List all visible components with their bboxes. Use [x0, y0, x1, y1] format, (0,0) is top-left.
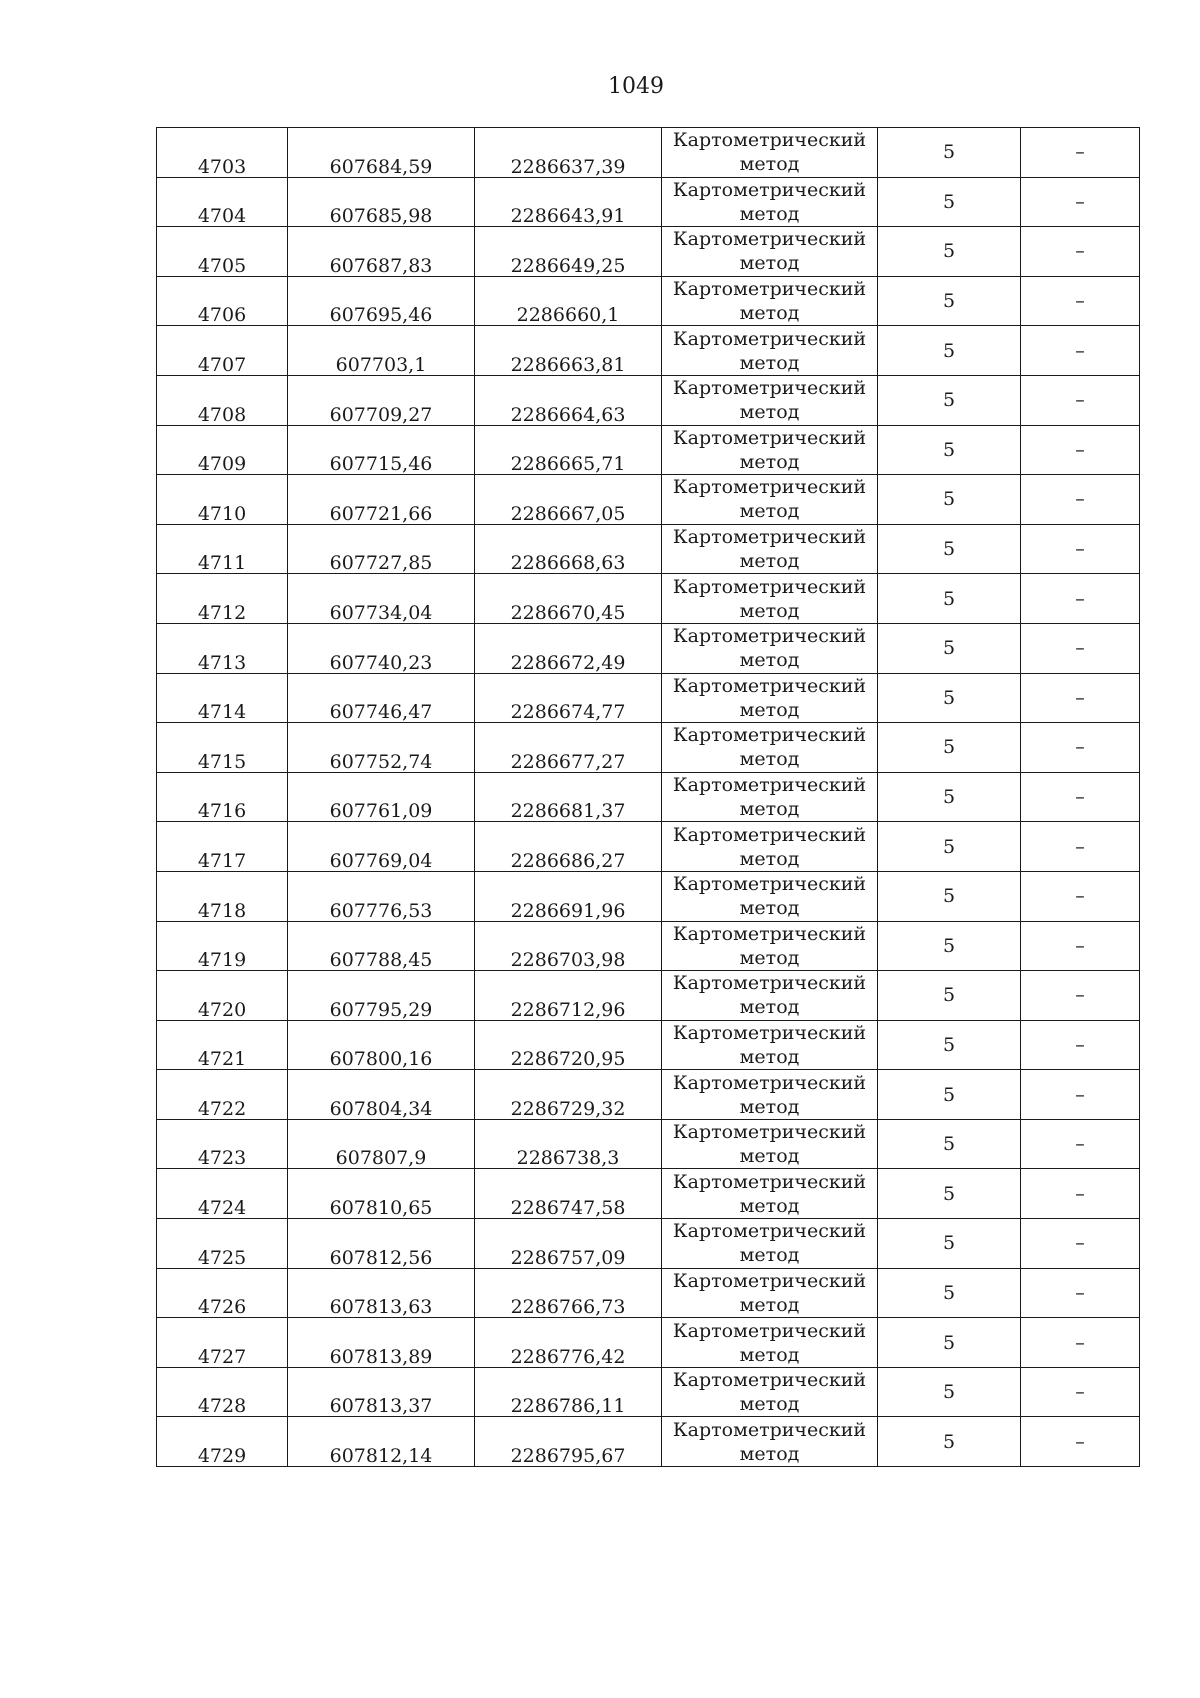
method-cell — [662, 1020, 878, 1070]
method-cell — [662, 971, 878, 1021]
table-row — [157, 921, 1140, 971]
table-row — [157, 177, 1140, 227]
x-coordinate-cell: 607795,29 — [288, 971, 475, 1021]
method-line-2: метод — [739, 946, 800, 969]
page-number: 1049 — [608, 74, 664, 99]
y-coordinate-cell: 2286766,73 — [475, 1268, 662, 1318]
method-cell — [662, 326, 878, 376]
accuracy-cell: 5 — [878, 921, 1021, 971]
table-row — [157, 475, 1140, 525]
x-coordinate-cell: 607812,56 — [288, 1219, 475, 1269]
method-line-1: Картометрический — [672, 823, 867, 846]
method-line-1: Картометрический — [672, 1220, 867, 1243]
note-cell: – — [1021, 425, 1140, 475]
method-line-2: метод — [739, 1145, 800, 1168]
accuracy-cell: 5 — [878, 425, 1021, 475]
method-line-1: Картометрический — [672, 873, 867, 896]
note-cell: – — [1021, 971, 1140, 1021]
x-coordinate-cell: 607752,74 — [288, 723, 475, 773]
method-cell — [662, 375, 878, 425]
method-cell — [662, 921, 878, 971]
accuracy-cell: 5 — [878, 227, 1021, 277]
method-line-1: Картометрический — [672, 228, 867, 251]
method-line-2: метод — [739, 500, 800, 523]
point-number-cell: 4704 — [157, 177, 288, 227]
table-row — [157, 1020, 1140, 1070]
method-line-1: Картометрический — [672, 625, 867, 648]
accuracy-cell: 5 — [878, 1020, 1021, 1070]
x-coordinate-cell: 607740,23 — [288, 623, 475, 673]
x-coordinate-cell: 607813,89 — [288, 1318, 475, 1368]
table-row — [157, 1070, 1140, 1120]
method-line-1: Картометрический — [672, 476, 867, 499]
accuracy-cell: 5 — [878, 1070, 1021, 1120]
accuracy-cell: 5 — [878, 375, 1021, 425]
method-line-2: метод — [739, 996, 800, 1019]
point-number-cell: 4713 — [157, 623, 288, 673]
y-coordinate-cell: 2286674,77 — [475, 673, 662, 723]
point-number-cell: 4710 — [157, 475, 288, 525]
table-row — [157, 375, 1140, 425]
note-cell: – — [1021, 574, 1140, 624]
accuracy-cell: 5 — [878, 574, 1021, 624]
table-row — [157, 128, 1140, 178]
note-cell: – — [1021, 128, 1140, 178]
accuracy-cell: 5 — [878, 623, 1021, 673]
table-row — [157, 673, 1140, 723]
x-coordinate-cell: 607685,98 — [288, 177, 475, 227]
method-line-1: Картометрический — [672, 674, 867, 697]
method-line-2: метод — [739, 599, 800, 622]
method-line-1: Картометрический — [672, 1121, 867, 1144]
accuracy-cell: 5 — [878, 673, 1021, 723]
table-row — [157, 871, 1140, 921]
y-coordinate-cell: 2286643,91 — [475, 177, 662, 227]
method-cell — [662, 276, 878, 326]
method-cell — [662, 177, 878, 227]
method-line-1: Картометрический — [672, 972, 867, 995]
table-row — [157, 1417, 1140, 1467]
method-line-1: Картометрический — [672, 1269, 867, 1292]
table-row — [157, 425, 1140, 475]
method-line-2: метод — [739, 1442, 800, 1465]
point-number-cell: 4723 — [157, 1119, 288, 1169]
x-coordinate-cell: 607703,1 — [288, 326, 475, 376]
note-cell: – — [1021, 1169, 1140, 1219]
accuracy-cell: 5 — [878, 326, 1021, 376]
note-cell: – — [1021, 1070, 1140, 1120]
method-line-1: Картометрический — [672, 575, 867, 598]
point-number-cell: 4721 — [157, 1020, 288, 1070]
note-cell: – — [1021, 772, 1140, 822]
method-line-1: Картометрический — [672, 1170, 867, 1193]
method-line-2: метод — [739, 649, 800, 672]
table-row — [157, 1367, 1140, 1417]
note-cell: – — [1021, 1020, 1140, 1070]
point-number-cell: 4708 — [157, 375, 288, 425]
note-cell: – — [1021, 1268, 1140, 1318]
accuracy-cell: 5 — [878, 276, 1021, 326]
method-line-2: метод — [739, 847, 800, 870]
y-coordinate-cell: 2286729,32 — [475, 1070, 662, 1120]
point-number-cell: 4722 — [157, 1070, 288, 1120]
point-number-cell: 4706 — [157, 276, 288, 326]
method-line-2: метод — [739, 748, 800, 771]
y-coordinate-cell: 2286681,37 — [475, 772, 662, 822]
accuracy-cell: 5 — [878, 177, 1021, 227]
method-line-2: метод — [739, 698, 800, 721]
method-cell — [662, 574, 878, 624]
note-cell: – — [1021, 871, 1140, 921]
y-coordinate-cell: 2286670,45 — [475, 574, 662, 624]
note-cell: – — [1021, 1367, 1140, 1417]
point-number-cell: 4719 — [157, 921, 288, 971]
method-line-1: Картометрический — [672, 426, 867, 449]
y-coordinate-cell: 2286686,27 — [475, 822, 662, 872]
note-cell: – — [1021, 524, 1140, 574]
point-number-cell: 4720 — [157, 971, 288, 1021]
method-line-2: метод — [739, 1293, 800, 1316]
table-row — [157, 326, 1140, 376]
method-cell — [662, 1119, 878, 1169]
table-row — [157, 524, 1140, 574]
method-line-2: метод — [739, 1095, 800, 1118]
y-coordinate-cell: 2286786,11 — [475, 1367, 662, 1417]
method-line-1: Картометрический — [672, 1418, 867, 1441]
x-coordinate-cell: 607695,46 — [288, 276, 475, 326]
method-line-1: Картометрический — [672, 922, 867, 945]
y-coordinate-cell: 2286637,39 — [475, 128, 662, 178]
method-cell — [662, 1169, 878, 1219]
method-line-2: метод — [739, 401, 800, 424]
method-cell — [662, 723, 878, 773]
method-line-1: Картометрический — [672, 774, 867, 797]
accuracy-cell: 5 — [878, 1417, 1021, 1467]
method-cell — [662, 524, 878, 574]
note-cell: – — [1021, 1219, 1140, 1269]
x-coordinate-cell: 607788,45 — [288, 921, 475, 971]
point-number-cell: 4711 — [157, 524, 288, 574]
table-row — [157, 971, 1140, 1021]
x-coordinate-cell: 607746,47 — [288, 673, 475, 723]
x-coordinate-cell: 607813,37 — [288, 1367, 475, 1417]
coordinates-table — [156, 127, 1140, 1467]
note-cell: – — [1021, 1318, 1140, 1368]
method-line-1: Картометрический — [672, 327, 867, 350]
method-line-1: Картометрический — [672, 1021, 867, 1044]
method-line-2: метод — [739, 1194, 800, 1217]
method-line-1: Картометрический — [672, 178, 867, 201]
point-number-cell: 4712 — [157, 574, 288, 624]
point-number-cell: 4725 — [157, 1219, 288, 1269]
method-cell — [662, 1268, 878, 1318]
note-cell: – — [1021, 673, 1140, 723]
method-line-2: метод — [739, 302, 800, 325]
accuracy-cell: 5 — [878, 1119, 1021, 1169]
table-row — [157, 574, 1140, 624]
note-cell: – — [1021, 227, 1140, 277]
accuracy-cell: 5 — [878, 1318, 1021, 1368]
method-line-1: Картометрический — [672, 278, 867, 301]
table-row — [157, 1169, 1140, 1219]
x-coordinate-cell: 607687,83 — [288, 227, 475, 277]
accuracy-cell: 5 — [878, 524, 1021, 574]
x-coordinate-cell: 607807,9 — [288, 1119, 475, 1169]
method-cell — [662, 227, 878, 277]
point-number-cell: 4727 — [157, 1318, 288, 1368]
table-row — [157, 1318, 1140, 1368]
y-coordinate-cell: 2286757,09 — [475, 1219, 662, 1269]
x-coordinate-cell: 607684,59 — [288, 128, 475, 178]
y-coordinate-cell: 2286665,71 — [475, 425, 662, 475]
accuracy-cell: 5 — [878, 1268, 1021, 1318]
note-cell: – — [1021, 1119, 1140, 1169]
point-number-cell: 4716 — [157, 772, 288, 822]
x-coordinate-cell: 607800,16 — [288, 1020, 475, 1070]
method-line-2: метод — [739, 798, 800, 821]
method-line-2: метод — [739, 450, 800, 473]
point-number-cell: 4709 — [157, 425, 288, 475]
method-line-1: Картометрический — [672, 1369, 867, 1392]
table-row — [157, 772, 1140, 822]
point-number-cell: 4724 — [157, 1169, 288, 1219]
accuracy-cell: 5 — [878, 871, 1021, 921]
note-cell: – — [1021, 375, 1140, 425]
x-coordinate-cell: 607734,04 — [288, 574, 475, 624]
table-row — [157, 1268, 1140, 1318]
method-cell — [662, 128, 878, 178]
x-coordinate-cell: 607709,27 — [288, 375, 475, 425]
y-coordinate-cell: 2286703,98 — [475, 921, 662, 971]
x-coordinate-cell: 607761,09 — [288, 772, 475, 822]
accuracy-cell: 5 — [878, 1219, 1021, 1269]
point-number-cell: 4715 — [157, 723, 288, 773]
y-coordinate-cell: 2286795,67 — [475, 1417, 662, 1467]
y-coordinate-cell: 2286776,42 — [475, 1318, 662, 1368]
table-body — [157, 128, 1140, 1467]
note-cell: – — [1021, 475, 1140, 525]
method-line-2: метод — [739, 1393, 800, 1416]
accuracy-cell: 5 — [878, 1169, 1021, 1219]
table-row — [157, 822, 1140, 872]
method-line-2: метод — [739, 550, 800, 573]
y-coordinate-cell: 2286712,96 — [475, 971, 662, 1021]
x-coordinate-cell: 607721,66 — [288, 475, 475, 525]
y-coordinate-cell: 2286660,1 — [475, 276, 662, 326]
accuracy-cell: 5 — [878, 1367, 1021, 1417]
method-line-1: Картометрический — [672, 1071, 867, 1094]
point-number-cell: 4726 — [157, 1268, 288, 1318]
method-cell — [662, 772, 878, 822]
y-coordinate-cell: 2286667,05 — [475, 475, 662, 525]
note-cell: – — [1021, 177, 1140, 227]
x-coordinate-cell: 607813,63 — [288, 1268, 475, 1318]
x-coordinate-cell: 607810,65 — [288, 1169, 475, 1219]
accuracy-cell: 5 — [878, 772, 1021, 822]
x-coordinate-cell: 607776,53 — [288, 871, 475, 921]
point-number-cell: 4718 — [157, 871, 288, 921]
method-line-1: Картометрический — [672, 526, 867, 549]
x-coordinate-cell: 607804,34 — [288, 1070, 475, 1120]
method-cell — [662, 475, 878, 525]
note-cell: – — [1021, 921, 1140, 971]
accuracy-cell: 5 — [878, 971, 1021, 1021]
method-cell — [662, 1367, 878, 1417]
point-number-cell: 4703 — [157, 128, 288, 178]
y-coordinate-cell: 2286677,27 — [475, 723, 662, 773]
table-row — [157, 1219, 1140, 1269]
point-number-cell: 4705 — [157, 227, 288, 277]
x-coordinate-cell: 607812,14 — [288, 1417, 475, 1467]
table-row — [157, 623, 1140, 673]
method-line-1: Картометрический — [672, 377, 867, 400]
method-line-2: метод — [739, 897, 800, 920]
y-coordinate-cell: 2286664,63 — [475, 375, 662, 425]
method-cell — [662, 1318, 878, 1368]
y-coordinate-cell: 2286672,49 — [475, 623, 662, 673]
y-coordinate-cell: 2286720,95 — [475, 1020, 662, 1070]
method-line-2: метод — [739, 252, 800, 275]
method-cell — [662, 1417, 878, 1467]
accuracy-cell: 5 — [878, 723, 1021, 773]
method-cell — [662, 425, 878, 475]
y-coordinate-cell: 2286738,3 — [475, 1119, 662, 1169]
method-cell — [662, 1070, 878, 1120]
point-number-cell: 4717 — [157, 822, 288, 872]
method-line-2: метод — [739, 153, 800, 176]
method-cell — [662, 822, 878, 872]
method-line-2: метод — [739, 1045, 800, 1068]
method-line-2: метод — [739, 351, 800, 374]
method-cell — [662, 1219, 878, 1269]
note-cell: – — [1021, 1417, 1140, 1467]
table-row — [157, 723, 1140, 773]
y-coordinate-cell: 2286649,25 — [475, 227, 662, 277]
point-number-cell: 4714 — [157, 673, 288, 723]
x-coordinate-cell: 607769,04 — [288, 822, 475, 872]
method-line-2: метод — [739, 1343, 800, 1366]
y-coordinate-cell: 2286691,96 — [475, 871, 662, 921]
accuracy-cell: 5 — [878, 475, 1021, 525]
table-row — [157, 1119, 1140, 1169]
point-number-cell: 4728 — [157, 1367, 288, 1417]
accuracy-cell: 5 — [878, 822, 1021, 872]
method-line-2: метод — [739, 1244, 800, 1267]
method-cell — [662, 871, 878, 921]
accuracy-cell: 5 — [878, 128, 1021, 178]
method-cell — [662, 623, 878, 673]
method-cell — [662, 673, 878, 723]
table-row — [157, 276, 1140, 326]
point-number-cell: 4707 — [157, 326, 288, 376]
x-coordinate-cell: 607727,85 — [288, 524, 475, 574]
point-number-cell: 4729 — [157, 1417, 288, 1467]
method-line-2: метод — [739, 202, 800, 225]
note-cell: – — [1021, 822, 1140, 872]
note-cell: – — [1021, 723, 1140, 773]
note-cell: – — [1021, 326, 1140, 376]
table-row — [157, 227, 1140, 277]
method-line-1: Картометрический — [672, 129, 867, 152]
y-coordinate-cell: 2286663,81 — [475, 326, 662, 376]
note-cell: – — [1021, 276, 1140, 326]
method-line-1: Картометрический — [672, 1319, 867, 1342]
y-coordinate-cell: 2286747,58 — [475, 1169, 662, 1219]
method-line-1: Картометрический — [672, 724, 867, 747]
x-coordinate-cell: 607715,46 — [288, 425, 475, 475]
y-coordinate-cell: 2286668,63 — [475, 524, 662, 574]
note-cell: – — [1021, 623, 1140, 673]
